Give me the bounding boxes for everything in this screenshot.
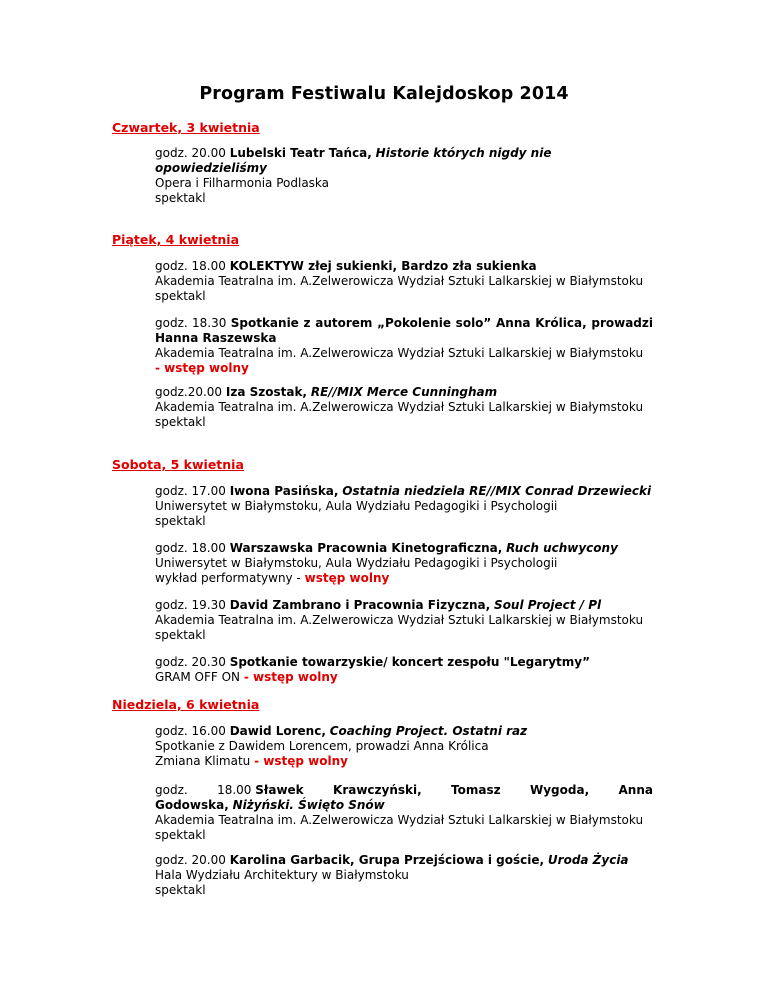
event-entry: [155, 146, 653, 206]
day-heading-sunday: Niedziela, 6 kwietnia: [112, 697, 260, 712]
event-entry: [155, 259, 653, 304]
event-performer: Spotkanie towarzyskie/ koncert zespołu "Legarytmy”: [229, 655, 590, 669]
event-headline: [155, 385, 653, 400]
event-note: Spotkanie z Dawidem Lorencem, prowadzi Anna Królica: [155, 739, 489, 753]
event-time: godz. 18.30: [155, 316, 227, 330]
event-title: RE//MIX Merce Cunningham: [310, 385, 498, 399]
event-type: spektakl: [155, 828, 206, 842]
event-venue: GRAM OFF ON: [155, 670, 241, 684]
event-entry: [155, 316, 653, 376]
event-time: godz. 20.00: [155, 146, 226, 160]
event-entry: [155, 598, 653, 643]
event-entry: [155, 724, 653, 769]
event-title: Ruch uchwycony: [506, 541, 618, 555]
event-entry: [155, 385, 653, 430]
event-time: godz. 18.00: [155, 259, 226, 273]
event-headline: [155, 146, 653, 176]
event-headline: [155, 655, 653, 670]
event-time: godz. 18.00: [155, 541, 226, 555]
event-time: godz. 19.30: [155, 598, 226, 612]
event-headline: [155, 541, 653, 556]
event-performer-part: Anna: [618, 783, 653, 797]
event-title: Coaching Project. Ostatni raz: [329, 724, 528, 738]
event-time: godz.20.00: [155, 385, 223, 399]
event-headline: [155, 783, 653, 798]
event-performer: Iwona Pasińska,: [229, 484, 339, 498]
event-headline: [155, 853, 653, 868]
event-performer-part: Tomasz: [451, 783, 501, 797]
event-venue: Uniwersytet w Białymstoku, Aula Wydziału Pedagogiki i Psychologii: [155, 556, 558, 570]
event-title: Soul Project / Pl: [494, 598, 602, 612]
event-type: spektakl: [155, 514, 206, 528]
event-free-entry: - wstęp wolny: [243, 670, 338, 684]
event-entry: [155, 484, 653, 529]
day-heading-friday: Piątek, 4 kwietnia: [112, 232, 240, 247]
event-headline: [155, 259, 653, 274]
event-free-entry: wstęp wolny: [304, 571, 390, 585]
event-venue: Akademia Teatralna im. A.Zelwerowicza Wydział Sztuki Lalkarskiej w Białymstoku: [155, 274, 644, 288]
event-performer-part: Wygoda,: [529, 783, 590, 797]
event-performer-part: Godowska,: [155, 798, 229, 812]
day-heading-saturday: Sobota, 5 kwietnia: [112, 457, 244, 472]
event-performer: Iza Szostak,: [225, 385, 307, 399]
day-heading-thursday: Czwartek, 3 kwietnia: [112, 120, 260, 135]
event-venue-line: [155, 670, 653, 685]
event-venue: Zmiana Klimatu: [155, 754, 251, 768]
event-performer: Lubelski Teatr Tańca,: [229, 146, 372, 160]
event-performer-part: Krawczyński,: [333, 783, 422, 797]
event-entry: [155, 541, 653, 586]
event-venue: Akademia Teatralna im. A.Zelwerowicza Wydział Sztuki Lalkarskiej w Białymstoku: [155, 400, 644, 414]
event-type: spektakl: [155, 191, 206, 205]
event-time: godz. 16.00: [155, 724, 226, 738]
event-venue: Akademia Teatralna im. A.Zelwerowicza Wydział Sztuki Lalkarskiej w Białymstoku: [155, 813, 644, 827]
event-type: wykład performatywny -: [155, 571, 301, 585]
event-free-entry: - wstęp wolny: [254, 754, 348, 768]
event-entry: [155, 655, 653, 685]
event-time: 18.00: [217, 783, 252, 797]
event-performer: KOLEKTYW złej sukienki, Bardzo zła sukienka: [229, 259, 537, 273]
event-venue-line: [155, 754, 653, 769]
event-headline: [155, 724, 653, 739]
event-performer: David Zambrano i Pracownia Fizyczna,: [229, 598, 491, 612]
event-performer: Karolina Garbacik, Grupa Przejściowa i goście,: [229, 853, 545, 867]
event-time-value: [217, 783, 304, 798]
event-venue: Uniwersytet w Białymstoku, Aula Wydziału Pedagogiki i Psychologii: [155, 499, 558, 513]
event-type: spektakl: [155, 289, 206, 303]
event-performer: Spotkanie z autorem „Pokolenie solo” Anna Królica, prowadzi Hanna Raszewska: [155, 316, 653, 345]
event-venue: Akademia Teatralna im. A.Zelwerowicza Wydział Sztuki Lalkarskiej w Białymstoku: [155, 613, 644, 627]
event-performer: Warszawska Pracownia Kinetograficzna,: [229, 541, 503, 555]
event-headline: [155, 484, 653, 499]
event-title: Ostatnia niedziela RE//MIX Conrad Drzewiecki: [342, 484, 652, 498]
event-type: spektakl: [155, 883, 206, 897]
event-entry: [155, 783, 653, 843]
page-title: Program Festiwalu Kalejdoskop 2014: [199, 84, 569, 104]
event-title: Historie których nigdy nie opowiedzieliśmy: [155, 146, 552, 175]
event-venue: Opera i Filharmonia Podlaska: [155, 176, 330, 190]
event-title: Niżyński. Święto Snów: [232, 798, 385, 812]
event-entry: [155, 853, 653, 898]
event-venue: Akademia Teatralna im. A.Zelwerowicza Wydział Sztuki Lalkarskiej w Białymstoku: [155, 346, 644, 360]
event-headline: [155, 316, 653, 346]
event-type-line: [155, 571, 653, 586]
event-type: spektakl: [155, 415, 206, 429]
event-headline-cont: [155, 798, 653, 813]
event-venue: Hala Wydziału Architektury w Białymstoku: [155, 868, 409, 882]
event-time-label: godz.: [155, 783, 188, 797]
event-free-entry: - wstęp wolny: [155, 361, 249, 375]
event-time: godz. 20.30: [155, 655, 226, 669]
event-performer-part: Sławek: [255, 783, 304, 797]
event-time: godz. 20.00: [155, 853, 226, 867]
event-type: spektakl: [155, 628, 206, 642]
event-headline: [155, 598, 653, 613]
event-time: godz. 17.00: [155, 484, 226, 498]
event-performer: Dawid Lorenc,: [229, 724, 326, 738]
event-title: Uroda Życia: [547, 853, 629, 867]
